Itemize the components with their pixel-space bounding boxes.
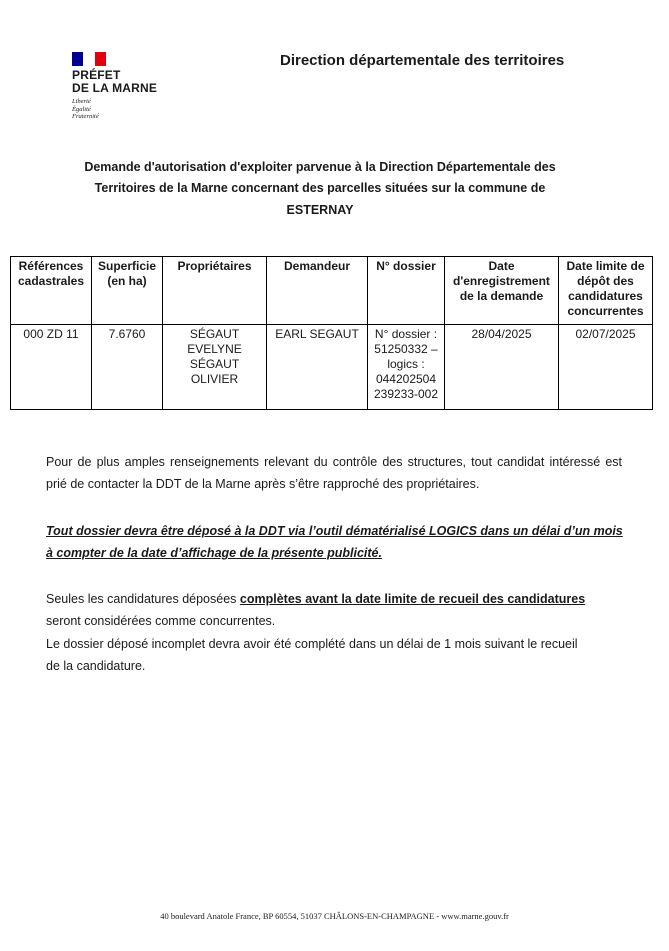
header-demandeur — [267, 257, 368, 325]
header-text: Date limite de — [566, 259, 645, 273]
header-text: Propriétaires — [177, 259, 252, 273]
cell-reference: 000 ZD 11 — [11, 325, 92, 410]
table-header-row — [11, 257, 653, 325]
dossier-line: 239233-002 — [373, 387, 439, 401]
dossier-line: N° dossier : — [374, 327, 438, 341]
header-proprietaires — [163, 257, 267, 325]
table-row — [11, 325, 653, 410]
header-references — [11, 257, 92, 325]
logo-line-prefet: PRÉFET — [72, 68, 121, 82]
header-text: Demandeur — [283, 259, 351, 273]
request-intro — [60, 157, 580, 199]
incomplete-line-1: Le dossier déposé incomplet devra avoir été complété dans un délai de 1 mois suivant le recueil — [46, 637, 578, 651]
dossier-line: logics : — [387, 357, 425, 371]
motto-egalite: Égalité — [72, 105, 91, 113]
header-text: candidatures — [568, 289, 643, 303]
header-superficie — [92, 257, 163, 325]
submission-instruction — [46, 520, 622, 564]
intro-line-2: Territoires de la Marne concernant des parcelles situées sur la commune de — [94, 181, 546, 195]
owner-line: SÉGAUT — [189, 357, 240, 371]
motto-liberte: Liberté — [72, 98, 91, 105]
intro-line-1: Demande d'autorisation d'exploiter parvenue à la Direction Départementale des — [84, 160, 556, 174]
incomplete-file-paragraph — [46, 633, 622, 677]
dossier-line: 51250332 – — [374, 342, 438, 356]
cell-superficie: 7.6760 — [92, 325, 163, 410]
cell-dossier — [368, 325, 445, 410]
completeness-line-1 — [46, 588, 622, 610]
completeness-line-2: seront considérées comme concurrentes. — [46, 614, 276, 628]
header-text: Date — [488, 259, 515, 273]
owner-line: OLIVIER — [190, 372, 239, 386]
header-text: cadastrales — [17, 274, 85, 288]
header-dossier — [368, 257, 445, 325]
dossier-line: 044202504 — [375, 372, 437, 386]
header-date-limite — [559, 257, 653, 325]
french-flag-icon — [72, 52, 106, 66]
department-title: Direction départementale des territoires — [280, 52, 565, 69]
header-text: (en ha) — [107, 274, 147, 288]
header-text: dépôt des — [577, 274, 634, 288]
flag-white-band — [83, 52, 94, 66]
contact-paragraph: Pour de plus amples renseignements relevant du contrôle des structures, tout candidat intéressé est prié de contacter la DDT de la Marne après s’être rapproché des propriétaires. — [46, 455, 622, 491]
footer-address: 40 boulevard Anatole France, BP 60554, 51037 CHÂLONS-EN-CHAMPAGNE - www.marne.gouv.fr — [160, 911, 509, 921]
flag-red-band — [95, 52, 106, 66]
cell-date-enregistrement: 28/04/2025 — [445, 325, 559, 410]
completeness-paragraph — [46, 588, 622, 632]
cell-demandeur: EARL SEGAUT — [267, 325, 368, 410]
flag-blue-band — [72, 52, 83, 66]
parcels-table — [10, 256, 653, 410]
commune-name: ESTERNAY — [286, 203, 354, 217]
motto-fraternite: Fraternité — [72, 113, 99, 120]
cell-owners — [163, 325, 267, 410]
owner-line: EVELYNE — [187, 342, 242, 356]
header-date-enregistrement — [445, 257, 559, 325]
completeness-text: Seules les candidatures déposées — [46, 592, 240, 606]
instruction-line-1: Tout dossier devra être déposé à la DDT via l’outil dématérialisé LOGICS dans un délai d’un mois — [46, 524, 623, 538]
header-text: Références — [18, 259, 84, 273]
cell-date-limite: 02/07/2025 — [559, 325, 653, 410]
logo-line-marne: DE LA MARNE — [72, 81, 158, 95]
header-text: N° dossier — [376, 259, 436, 273]
prefecture-logo — [72, 52, 192, 121]
header-text: concurrentes — [567, 304, 644, 318]
header-text: de la demande — [459, 289, 544, 303]
header-text: d'enregistrement — [453, 274, 550, 288]
instruction-line-2: à compter de la date d’affichage de la présente publicité. — [46, 546, 382, 560]
republic-motto — [72, 98, 192, 121]
owner-line: SÉGAUT — [189, 327, 240, 341]
incomplete-line-2: de la candidature. — [46, 659, 146, 673]
header-text: Superficie — [97, 259, 157, 273]
completeness-emphasis: complètes avant la date limite de recueil des candidatures — [239, 592, 586, 606]
